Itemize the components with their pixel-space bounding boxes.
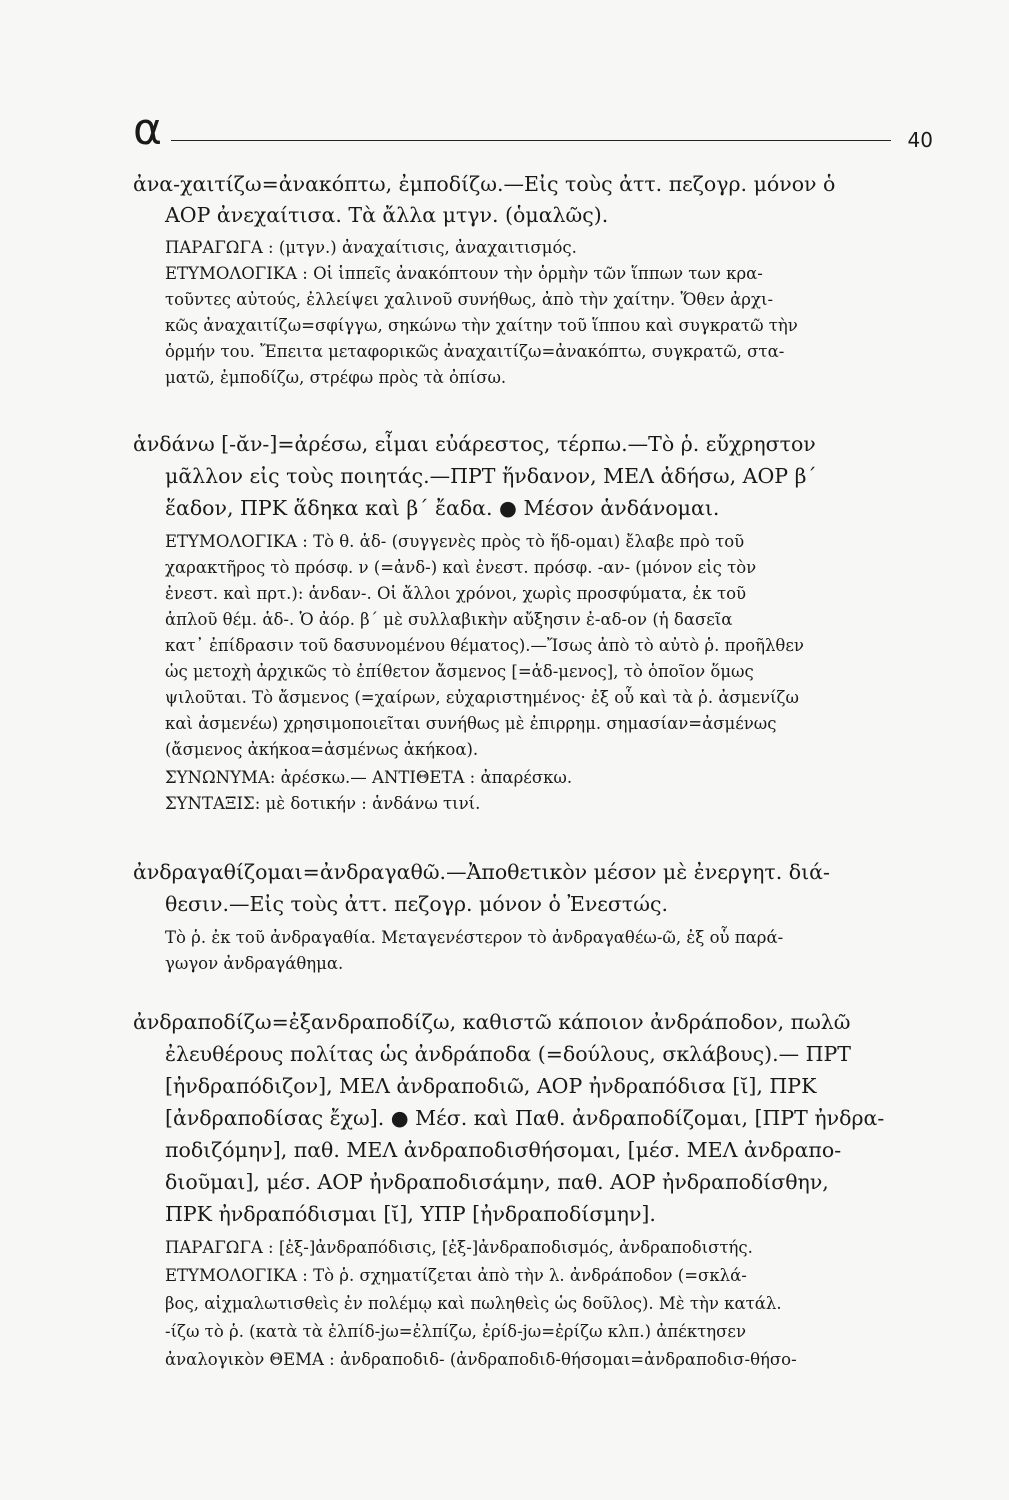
entry-line: ἁπλοῦ θέμ. ἁδ-. Ὁ ἀόρ. β´ μὲ συλλαβικὴν αὔξησιν ἐ-αδ-ον (ἡ δασεῖα: [165, 610, 733, 629]
entry-line: βος, αἰχμαλωτισθεὶς ἐν πολέμῳ καὶ πωληθεὶς ὡς δοῦλος). Μὲ τὴν κατάλ.: [165, 1294, 782, 1313]
entry-line: γωγον ἀνδραγάθημα.: [165, 954, 344, 973]
section-letter: α: [133, 104, 163, 155]
entry-line: διοῦμαι], μέσ. ΑΟΡ ἠνδραποδισάμην, παθ. ΑΟΡ ἠνδραποδίσθην,: [165, 1170, 829, 1194]
entry-line: (ἄσμενος ἀκήκοα=ἀσμένως ἀκήκοα).: [165, 740, 479, 759]
entry-line: ΠΡΚ ἠνδραπόδισμαι [ῐ], ΥΠΡ [ἠνδραποδίσμην].: [165, 1202, 656, 1226]
entry-line: ὁρμήν του. Ἔπειτα μεταφορικῶς ἀναχαιτίζω=ἀνακόπτω, συγκρατῶ, στα-: [165, 342, 785, 361]
entry-line: ἀνα-χαιτίζω=ἀνακόπτω, ἐμποδίζω.—Εἰς τοὺς ἀττ. πεζογρ. μόνον ὁ: [133, 172, 836, 196]
entry-line: ἀνδραποδίζω=ἐξανδραποδίζω, καθιστῶ κάποιον ἀνδράποδον, πωλῶ: [133, 1010, 851, 1034]
entry-line: ἁνδάνω [-ᾰν-]=ἀρέσω, εἶμαι εὐάρεστος, τέρπω.—Τὸ ῥ. εὔχρηστον: [133, 432, 816, 456]
entry-line: τοῦντες αὐτούς, ἐλλείψει χαλινοῦ συνήθως, ἀπὸ τὴν χαίτην. Ὅθεν ἀρχι-: [165, 290, 774, 309]
entry-line: ΣΥΝΩΝΥΜΑ: ἀρέσκω.— ΑΝΤΙΘΕΤΑ : ἀπαρέσκω.: [165, 768, 573, 787]
entry-line: ἀνδραγαθίζομαι=ἀνδραγαθῶ.—Ἀποθετικὸν μέσον μὲ ἐνεργητ. διά-: [133, 860, 830, 884]
entry-line: ΕΤΥΜΟΛΟΓΙΚΑ : Οἱ ἱππεῖς ἀνακόπτουν τὴν ὁρμὴν τῶν ἵππων των κρα-: [165, 264, 763, 283]
entry-line: ἕαδον, ΠΡΚ ἅδηκα καὶ β´ ἔαδα. ● Μέσον ἁνδάνομαι.: [165, 496, 720, 520]
entry-line: ΠΑΡΑΓΩΓΑ : [ἐξ-]ἀνδραπόδισις, [ἐξ-]ἀνδραποδισμός, ἀνδραποδιστής.: [165, 1238, 753, 1257]
entry-line: χαρακτῆρος τὸ πρόσφ. ν (=ἀνδ-) καὶ ἐνεστ. πρόσφ. -αν- (μόνον εἰς τὸν: [165, 558, 757, 577]
entry-line: καὶ ἀσμενέω) χρησιμοποιεῖται συνήθως μὲ ἐπιρρημ. σημασίαν=ἀσμένως: [165, 714, 777, 733]
page-number: 40: [907, 128, 933, 152]
entry-line: ΕΤΥΜΟΛΟΓΙΚΑ : Τὸ θ. ἁδ- (συγγενὲς πρὸς τὸ ἥδ-ομαι) ἔλαβε πρὸ τοῦ: [165, 532, 745, 551]
entry-line: -ίζω τὸ ῥ. (κατὰ τὰ ἐλπίδ-jω=ἐλπίζω, ἐρίδ-jω=ἐρίζω κλπ.) ἀπέκτησεν: [165, 1322, 746, 1341]
entry-line: ΑΟΡ ἀνεχαίτισα. Τὰ ἄλλα μτγν. (ὁμαλῶς).: [165, 203, 609, 227]
entry-line: ματῶ, ἐμποδίζω, στρέφω πρὸς τὰ ὀπίσω.: [165, 368, 507, 387]
entry-line: ἐνεστ. καὶ πρτ.): ἁνδαν-. Οἱ ἄλλοι χρόνοι, χωρὶς προσφύματα, ἐκ τοῦ: [165, 584, 747, 603]
entry-line: μᾶλλον εἰς τοὺς ποιητάς.—ΠΡΤ ἥνδανον, ΜΕΛ ἁδήσω, ΑΟΡ β´: [165, 464, 817, 488]
header-rule: [171, 140, 891, 141]
entry-line: θεσιν.—Εἰς τοὺς ἀττ. πεζογρ. μόνον ὁ Ἐνεστώς.: [165, 892, 668, 916]
entry-line: ποδιζόμην], παθ. ΜΕΛ ἀνδραποδισθήσομαι, [μέσ. ΜΕΛ ἀνδραπο-: [165, 1138, 842, 1162]
entry-line: ΠΑΡΑΓΩΓΑ : (μτγν.) ἀναχαίτισις, ἀναχαιτισμός.: [165, 238, 577, 257]
entry-line: κῶς ἀναχαιτίζω=σφίγγω, σηκώνω τὴν χαίτην τοῦ ἵππου καὶ συγκρατῶ τὴν: [165, 316, 798, 335]
entry-line: ΕΤΥΜΟΛΟΓΙΚΑ : Τὸ ῥ. σχηματίζεται ἀπὸ τὴν λ. ἀνδράποδον (=σκλά-: [165, 1266, 747, 1285]
entry-line: ἐλευθέρους πολίτας ὡς ἀνδράποδα (=δούλους, σκλάβους).— ΠΡΤ: [165, 1042, 851, 1066]
entry-line: ὡς μετοχὴ ἀρχικῶς τὸ ἐπίθετον ἄσμενος [=ἁδ-μενος], τὸ ὁποῖον ὅμως: [165, 662, 754, 681]
entry-line: ἀναλογικὸν ΘΕΜΑ : ἀνδραποδιδ- (ἀνδραποδιδ-θήσομαι=ἀνδραποδισ-θήσο-: [165, 1350, 797, 1369]
entry-line: κατ᾽ ἐπίδρασιν τοῦ δασυνομένου θέματος).—Ἴσως ἀπὸ τὸ αὐτὸ ῥ. προῆλθεν: [165, 636, 804, 655]
entry-line: ψιλοῦται. Τὸ ἄσμενος (=χαίρων, εὐχαριστημένος· ἐξ οὗ καὶ τὰ ῥ. ἀσμενίζω: [165, 688, 799, 707]
page-header: [133, 104, 933, 158]
entry-line: ΣΥΝΤΑΞΙΣ: μὲ δοτικήν : ἁνδάνω τινί.: [165, 794, 481, 813]
entry-line: Τὸ ῥ. ἐκ τοῦ ἀνδραγαθία. Μεταγενέστερον τὸ ἀνδραγαθέω-ῶ, ἐξ οὗ παρά-: [165, 928, 784, 947]
entry-line: [ἀνδραποδίσας ἔχω]. ● Μέσ. καὶ Παθ. ἀνδραποδίζομαι, [ΠΡΤ ἠνδρα-: [165, 1106, 885, 1130]
entry-line: [ἠνδραπόδιζον], ΜΕΛ ἀνδραποδιῶ, ΑΟΡ ἠνδραπόδισα [ῐ], ΠΡΚ: [165, 1074, 817, 1098]
